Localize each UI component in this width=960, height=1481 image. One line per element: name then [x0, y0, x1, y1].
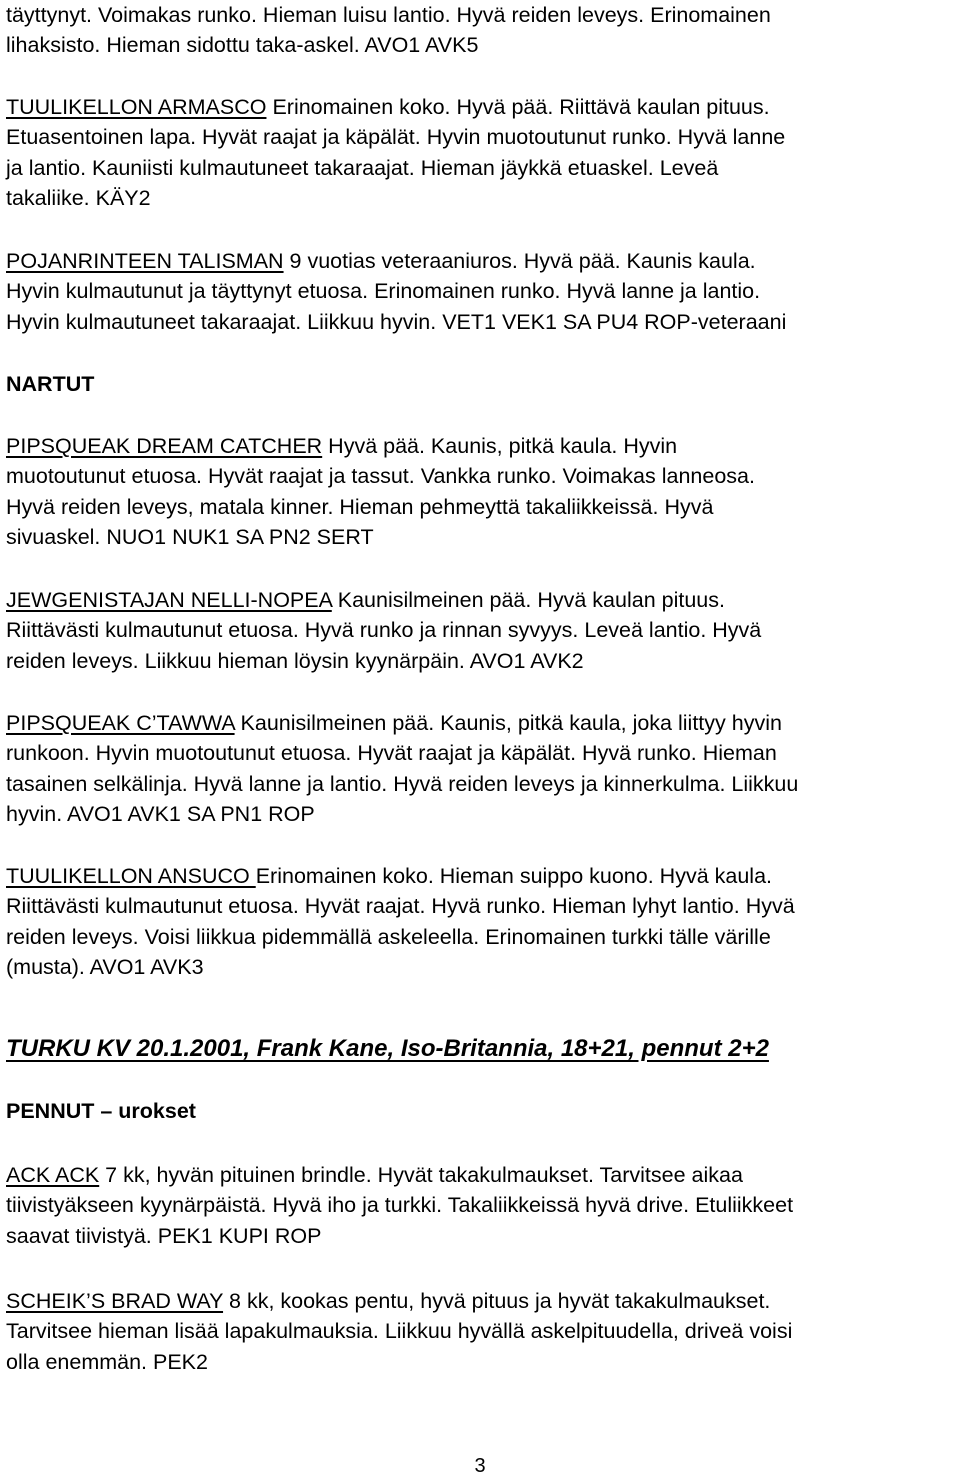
dog-name: JEWGENISTAJAN NELLI-NOPEA: [6, 588, 332, 612]
text-line: [6, 246, 958, 276]
text-line: hyvin. AVO1 AVK1 SA PN1 ROP: [6, 802, 315, 827]
text-line: Tarvitsee hieman lisää lapakulmauksia. Liikkuu hyvällä askelpituudella, driveä voisi: [6, 1319, 793, 1344]
text-line: [6, 1160, 958, 1190]
text-line: saavat tiivistyä. PEK1 KUPI ROP: [6, 1223, 322, 1248]
text-line: [6, 585, 958, 615]
text-line: Etuasentoinen lapa. Hyvät raajat ja käpälät. Hyvin muotoutunut runko. Hyvä lanne: [6, 125, 786, 150]
text-line: Hyvin kulmautunut ja täyttynyt etuosa. Erinomainen runko. Hyvä lanne ja lantio.: [6, 279, 761, 304]
text-line: tasainen selkälinja. Hyvä lanne ja lantio. Hyvä reiden leveys ja kinnerkulma. Liikkuu: [6, 771, 799, 796]
text-line: muotoutunut etuosa. Hyvät raajat ja tassut. Vankka runko. Voimakas lanneosa.: [6, 464, 755, 489]
dog-entry: [6, 1286, 958, 1377]
show-section-title: TURKU KV 20.1.2001, Frank Kane, Iso-Britannia, 18+21, pennut 2+2: [6, 1035, 769, 1062]
dog-entry-continuation: [6, 0, 958, 61]
dog-name: TUULIKELLON ARMASCO: [6, 95, 267, 119]
dog-entry: [6, 708, 958, 830]
dog-entry: [6, 585, 958, 676]
dog-name: PIPSQUEAK DREAM CATCHER: [6, 434, 323, 458]
dog-name: TUULIKELLON ANSUCO: [6, 864, 256, 888]
dog-evaluation: 9 vuotias veteraaniuros. Hyvä pää. Kaunis kaula.: [283, 249, 756, 273]
text-line: olla enemmän. PEK2: [6, 1349, 208, 1374]
text-line: [6, 708, 958, 738]
text-line: sivuaskel. NUO1 NUK1 SA PN2 SERT: [6, 525, 374, 550]
page-number: 3: [474, 1455, 486, 1477]
dog-entry: [6, 431, 958, 553]
dog-name: ACK ACK: [6, 1163, 100, 1187]
text-line: takaliike. KÄY2: [6, 186, 151, 211]
dog-name: SCHEIK’S BRAD WAY: [6, 1289, 224, 1313]
dog-evaluation: Erinomainen koko. Hyvä pää. Riittävä kaulan pituus.: [266, 95, 770, 119]
text-line: reiden leveys. Liikkuu hieman löysin kyynärpäin. AVO1 AVK2: [6, 648, 584, 673]
dog-entry: [6, 92, 958, 214]
dog-evaluation: Kaunisilmeinen pää. Kaunis, pitkä kaula, joka liittyy hyvin: [234, 711, 782, 735]
text-line: lihaksisto. Hieman sidottu taka-askel. AVO1 AVK5: [6, 33, 479, 58]
text-line: täyttynyt. Voimakas runko. Hieman luisu lantio. Hyvä reiden leveys. Erinomainen: [6, 3, 771, 27]
dog-evaluation: 7 kk, hyvän pituinen brindle. Hyvät takakulmaukset. Tarvitsee aikaa: [99, 1163, 743, 1187]
text-line: [6, 431, 958, 461]
text-line: [6, 861, 958, 891]
text-line: (musta). AVO1 AVK3: [6, 955, 204, 980]
text-line: Riittävästi kulmautunut etuosa. Hyvät raajat. Hyvä runko. Hieman lyhyt lantio. Hyvä: [6, 894, 795, 919]
dog-entry: [6, 1160, 958, 1251]
text-line: Hyvä reiden leveys, matala kinner. Hieman pehmeyttä takaliikkeissä. Hyvä: [6, 494, 714, 519]
heading-nartut: NARTUT: [6, 372, 95, 396]
text-line: Hyvin kulmautuneet takaraajat. Liikkuu hyvin. VET1 VEK1 SA PU4 ROP-veteraani: [6, 309, 787, 334]
text-line: runkoon. Hyvin muotoutunut etuosa. Hyvät raajat ja käpälät. Hyvä runko. Hieman: [6, 741, 777, 766]
dog-evaluation: 8 kk, kookas pentu, hyvä pituus ja hyvät takakulmaukset.: [223, 1289, 771, 1313]
dog-name: POJANRINTEEN TALISMAN: [6, 249, 284, 273]
dog-entry: [6, 246, 958, 337]
dog-evaluation: Kaunisilmeinen pää. Hyvä kaulan pituus.: [331, 588, 725, 612]
text-line: tiivistyäkseen kyynärpäistä. Hyvä iho ja turkki. Takaliikkeissä hyvä drive. Etuliikkeet: [6, 1193, 794, 1218]
dog-evaluation: Erinomainen koko. Hieman suippo kuono. Hyvä kaula.: [255, 864, 773, 888]
text-line: Riittävästi kulmautunut etuosa. Hyvä runko ja rinnan syvyys. Leveä lantio. Hyvä: [6, 618, 762, 643]
text-line: [6, 1286, 958, 1316]
dog-entry: [6, 861, 958, 983]
text-line: reiden leveys. Voisi liikkua pidemmällä askeleella. Erinomainen turkki tälle värille: [6, 924, 771, 949]
dog-evaluation: Hyvä pää. Kaunis, pitkä kaula. Hyvin: [322, 434, 678, 458]
dog-name: PIPSQUEAK C’TAWWA: [6, 711, 235, 735]
text-line: [6, 92, 958, 122]
text-line: ja lantio. Kauniisti kulmautuneet takaraajat. Hieman jäykkä etuaskel. Leveä: [6, 155, 719, 180]
heading-pennut-urokset: PENNUT – urokset: [6, 1099, 196, 1123]
